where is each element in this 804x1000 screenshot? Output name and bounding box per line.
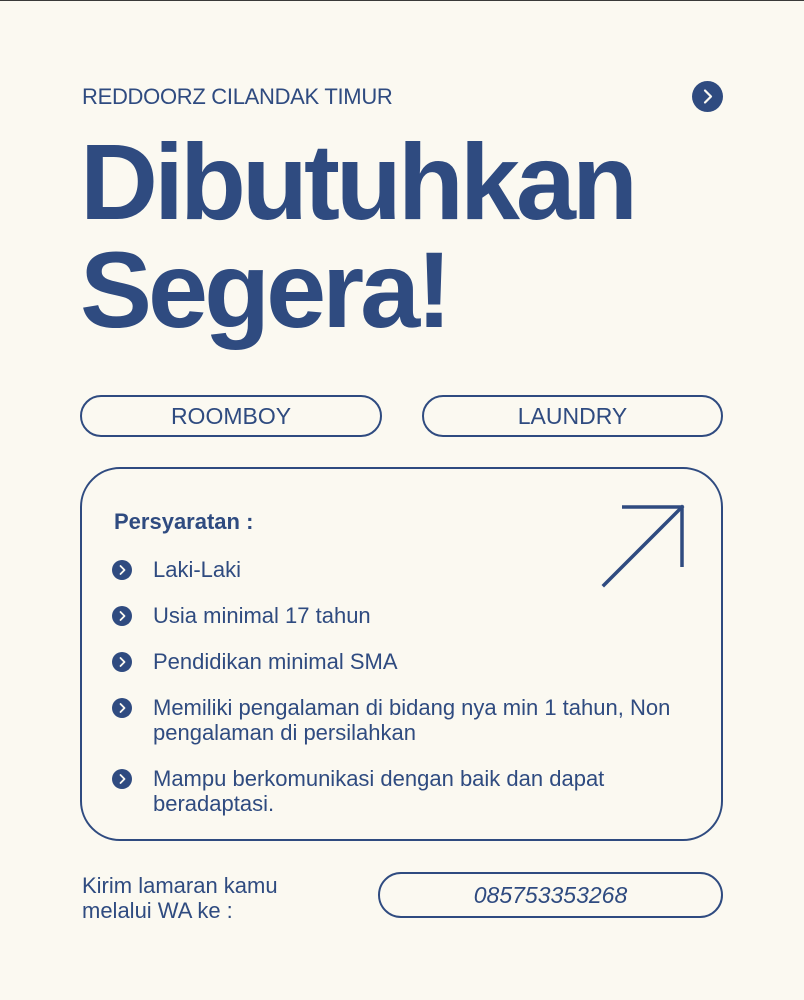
requirement-text: Pendidikan minimal SMA [153, 649, 398, 674]
top-border [0, 0, 804, 1]
requirement-text: Memiliki pengalaman di bidang nya min 1 tahun, Non pengalaman di persilahkan [153, 695, 671, 745]
next-button[interactable] [692, 81, 723, 112]
bullet-icon [112, 560, 132, 580]
headline [80, 121, 634, 350]
bullet-icon [112, 652, 132, 672]
position-laundry: LAUNDRY [422, 395, 723, 437]
requirements-list [112, 557, 672, 816]
chevron-right-icon [692, 81, 723, 112]
headline-line-2: Segera! [80, 229, 449, 350]
bullet-icon [112, 769, 132, 789]
position-roomboy: ROOMBOY [80, 395, 382, 437]
requirement-item [112, 695, 672, 745]
requirement-text: Laki-Laki [153, 557, 242, 582]
requirements-title: Persyaratan : [114, 509, 254, 534]
company-name: REDDOORZ CILANDAK TIMUR [82, 84, 393, 109]
requirement-text: Usia minimal 17 tahun [153, 603, 371, 628]
headline-line-1: Dibutuhkan [80, 121, 634, 242]
requirement-item [112, 649, 672, 674]
requirements-card [80, 467, 723, 841]
bullet-icon [112, 606, 132, 626]
requirement-item [112, 557, 672, 582]
bullet-icon [112, 698, 132, 718]
requirement-text: Mampu berkomunikasi dengan baik dan dapat beradaptasi. [153, 766, 605, 816]
contact-line-1: Kirim lamaran kamu [82, 873, 278, 898]
contact-line-2: melalui WA ke : [82, 898, 233, 923]
requirement-item [112, 766, 672, 816]
requirement-item [112, 603, 672, 628]
contact-instruction [82, 873, 278, 923]
whatsapp-number[interactable]: 085753353268 [378, 872, 723, 918]
